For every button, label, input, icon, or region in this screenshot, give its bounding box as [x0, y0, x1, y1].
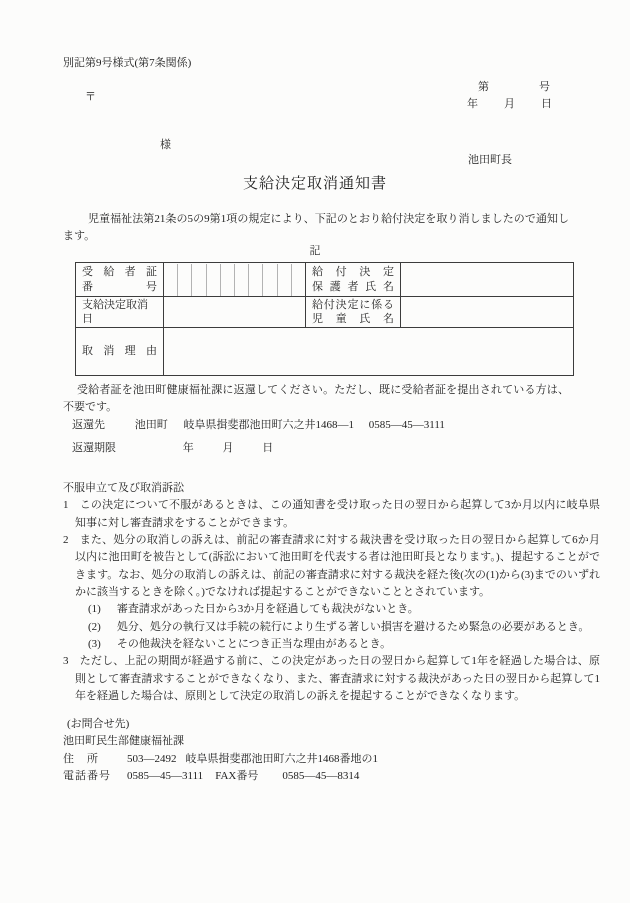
- cert-number-boxes: [164, 264, 305, 296]
- contact-department: 池田町民生部健康福祉課: [63, 735, 184, 748]
- recipient-cert-number-field: [164, 263, 306, 297]
- date-day: 日: [541, 98, 552, 110]
- contact-phone: 0585―45―3111: [127, 769, 204, 782]
- cert-number-digit-box: [192, 264, 206, 296]
- cert-number-digit-box: [263, 264, 277, 296]
- cert-number-digit-box: [207, 264, 221, 296]
- notice-table: [75, 262, 574, 376]
- date-line: [467, 97, 552, 113]
- contact-address-line: [63, 751, 378, 768]
- return-destination-name: 池田町: [134, 419, 168, 431]
- appeal-subitem-3: (3) その他裁決を経ないことにつき正当な理由があるとき。: [88, 638, 392, 651]
- benefit-guardian-name-label: 給付決定 保護者氏名: [306, 263, 401, 297]
- return-destination-phone: 0585―45―3111: [368, 419, 445, 431]
- date-month: 月: [504, 98, 515, 110]
- cancel-date-label: 支給決定取消日: [76, 297, 164, 328]
- appeal-item-1: 1 この決定について不服があるときは、この通知書を受け取った日の翌日から起算して3か月以内に岐阜県知事に対し審査請求をすることができます。: [63, 499, 600, 529]
- benefit-child-name-label: 給付決定に係る 児童氏名: [306, 297, 401, 328]
- return-deadline-label: 返還期限: [72, 442, 116, 454]
- doc-number-prefix: 第: [478, 81, 489, 93]
- cancel-reason-field: [164, 328, 574, 376]
- deadline-month: 月: [222, 442, 234, 454]
- appeal-section: [63, 480, 600, 705]
- intro-paragraph: 児童福祉法第21条の5の9第1項の規定により、下記のとおり給付決定を取り消しましたので通知します。: [63, 213, 569, 242]
- return-destination-line: [72, 418, 445, 434]
- contact-address: 岐阜県揖斐郡池田町六之井1468番地の1: [185, 752, 378, 765]
- contact-phone-label: 電話番号: [63, 769, 111, 782]
- cert-number-digit-box: [249, 264, 263, 296]
- cancel-date-field: [164, 297, 306, 328]
- date-year: 年: [467, 98, 478, 110]
- cert-number-digit-box: [278, 264, 292, 296]
- form-reference: 別記第9号様式(第7条関係): [63, 57, 192, 69]
- appeal-item-2: 2 また、処分の取消しの訴えは、前記の審査請求に対する裁決書を受け取った日の翌日から起算して6か月以内に池田町を被告として(訴訟において池田町を代表する者は池田町長となります。)、提起することができます。なお、処分の取消しの訴えは、前記の審査請求に対する裁決を経た後(次の(1)から(3)までのいずれかに該当するときを除く。)でなければ提起することができないこととされています。: [63, 534, 600, 599]
- cert-number-digit-box: [178, 264, 192, 296]
- appeal-heading: 不服申立て及び取消訴訟: [63, 482, 184, 494]
- cert-number-digit-box: [292, 264, 305, 296]
- cert-number-digit-box: [235, 264, 249, 296]
- benefit-guardian-name-field: [401, 263, 574, 297]
- document-number-line: [478, 80, 550, 96]
- contact-heading: (お問合せ先): [67, 718, 130, 730]
- contact-section: [63, 716, 378, 785]
- contact-postal-code: 503―2492: [127, 752, 177, 765]
- deadline-year: 年: [182, 442, 194, 454]
- contact-fax: 0585―45―8314: [282, 769, 360, 782]
- cancel-reason-label: 取消理由: [76, 328, 164, 376]
- doc-number-suffix: 号: [539, 81, 550, 93]
- contact-address-label: 住 所: [63, 752, 99, 765]
- sender-name: 池田町長: [468, 154, 512, 166]
- return-destination-address: 岐阜県揖斐郡池田町六之井1468―1: [183, 419, 354, 431]
- addressee-honorific: 様: [160, 139, 171, 151]
- return-destination-label: 返還先: [72, 419, 105, 431]
- page-title: 支給決定取消通知書: [242, 176, 387, 192]
- contact-phone-line: [63, 768, 378, 785]
- contact-fax-label: FAX番号: [215, 769, 259, 782]
- benefit-child-name-field: [401, 297, 574, 328]
- postal-mark: 〒: [85, 91, 96, 103]
- return-deadline-line: [72, 441, 273, 457]
- appeal-subitem-1: (1) 審査請求があった日から3か月を経過しても裁決がないとき。: [88, 603, 419, 616]
- recipient-cert-number-label: 受給者証 番号: [76, 263, 164, 297]
- record-mark: 記: [309, 245, 321, 257]
- certificate-return-note: 受給者証を池田町健康福祉課に返還してください。ただし、既に受給者証を提出されている方は、不要です。: [63, 384, 569, 413]
- cert-number-digit-box: [221, 264, 235, 296]
- appeal-item-3: 3 ただし、上記の期間が経過する前に、この決定があった日の翌日から起算して1年を経過した場合は、原則として審査請求することができなくなり、また、審査請求に対する裁決があった日の翌日から起算して1年を経過した場合は、原則として決定の取消しの訴えを提起することができなくなります。: [63, 655, 600, 703]
- deadline-day: 日: [262, 442, 274, 454]
- cert-number-digit-box: [164, 264, 178, 296]
- appeal-subitem-2: (2) 処分、処分の執行又は手続の続行により生ずる著しい損害を避けるため緊急の必要があるとき。: [88, 620, 590, 633]
